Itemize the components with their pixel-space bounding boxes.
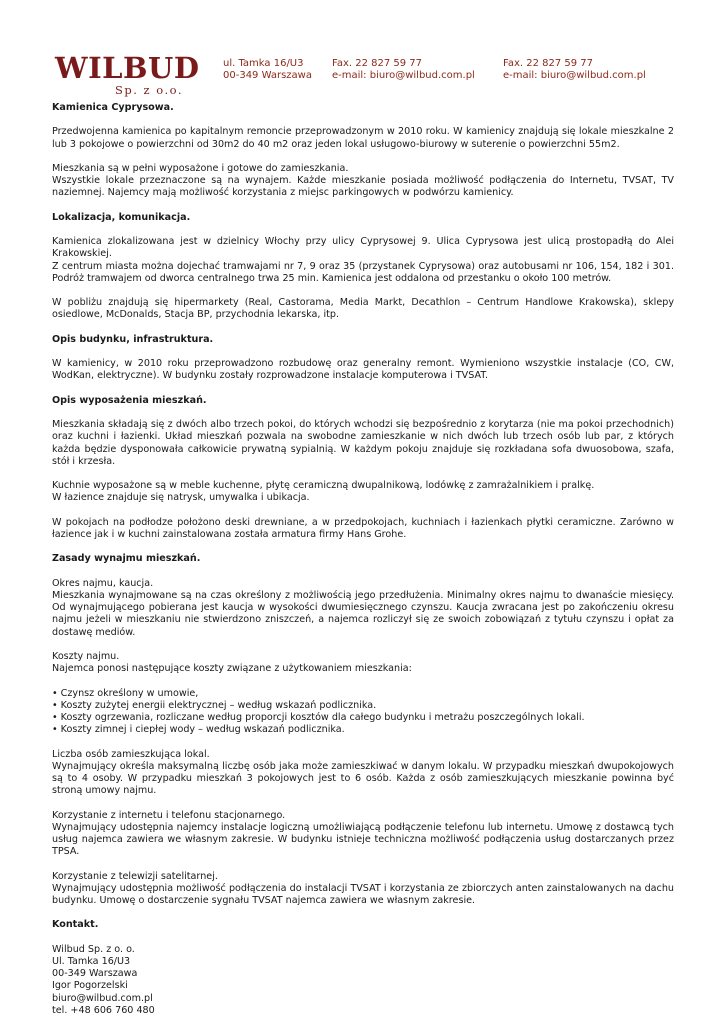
address-street: ul. Tamka 16/U3 [223,58,304,69]
email-2: e-mail: biuro@wilbud.com.pl [503,70,646,81]
fax-2: Fax. 22 827 59 77 [503,58,594,69]
contact-line: Wilbud Sp. z o. o. [52,943,135,955]
paragraph: W łazience znajduje się natrysk, umywalka i ubikacja. [52,492,310,504]
paragraph: W pobliżu znajdują się hipermarkety (Real, Castorama, Media Markt, Decathlon – Centrum Handlowe Krakowska), sklepy osiedlowe, McDonalds, Stacja BP, przychodnia lekarska, itp. [52,297,674,321]
logo-name: WILBUD [55,51,200,85]
contact-line: Igor Pogorzelski [52,980,128,992]
list-item: • Czynsz określony w umowie, [52,688,674,700]
contact-line: 00-349 Warszawa [52,968,138,980]
contact-phone: tel. +48 606 760 480 [52,1004,155,1016]
document-body [52,102,674,1017]
paragraph: Przedwojenna kamienica po kapitalnym remoncie przeprowadzonym w 2010 roku. W kamienicy znajdują się lokale mieszkalne 2 lub 3 pokojowe o powierzchni od 30m2 do 40 m2 oraz jeden lokal usługowo-biurowy w suterenie o powierzchni 55m2. [52,126,674,150]
paragraph: Kamienica zlokalizowana jest w dzielnicy Włochy przy ulicy Cyprysowej 9. Ulica Cyprysowa jest ulicą prostopadłą do Alei Krakowskiej. [52,236,674,260]
section-heading-zasady: Zasady wynajmu mieszkań. [52,553,201,565]
paragraph: Mieszkania są w pełni wyposażone i gotowe do zamieszkania. [52,162,349,174]
paragraph: Wszystkie lokale przeznaczone są na wynajem. Każde mieszkanie posiada możliwość podłączenia do Internetu, TVSAT, TV naziemnej. Najemcy mają możliwość korzystania z miejsc parkingowych w podwórzu kamienicy. [52,175,674,199]
paragraph: W pokojach na podłodze położono deski drewniane, a w przedpokojach, kuchniach i łazienkach płytki ceramiczne. Zarówno w łazience jak i w kuchni zainstalowana została armatura firmy Hans Grohe. [52,516,674,540]
paragraph: Mieszkania wynajmowane są na czas określony z możliwością jego przedłużenia. Minimalny okres najmu to dwanaście miesięcy. Od wynajmującego pobierana jest kaucja w wysokości dwumiesięcznego czynszu. Kaucja zwracana jest po zakończeniu okresu najmu jeżeli w mieszkaniu nie stwierdzono zniszczeń, a najemca rozliczył się ze swoich zobowiązań z tytułu czynszu i opłat za dostawę mediów. [52,589,674,638]
subheading-okres: Okres najmu, kaucja. [52,577,154,589]
paragraph: Kuchnie wyposażone są w meble kuchenne, płytę ceramiczną dwupalnikową, lodówkę z zamrażalnikiem i pralkę. [52,480,595,492]
list-item: • Koszty ogrzewania, rozliczane według proporcji kosztów dla całego budynku i metrażu poszczególnych lokali. [52,712,674,724]
subheading-liczba-osob: Liczba osób zamieszkująca lokal. [52,748,210,760]
paragraph: Z centrum miasta można dojechać tramwajami nr 7, 9 oraz 35 (przystanek Cyprysowa) oraz autobusami nr 106, 154, 182 i 301. Podróż tramwajem od dworca centralnego trwa 25 min. Kamienica jest oddalona od przestanku o około 100 metrów. [52,260,674,284]
letterhead [0,0,725,100]
subheading-koszty: Koszty najmu. [52,650,120,662]
section-heading-opis-budynku: Opis budynku, infrastruktura. [52,333,214,345]
header-address [223,58,312,82]
section-heading-kamienica: Kamienica Cyprysowa. [52,102,174,113]
logo-subtitle: Sp. z o.o. [115,83,184,97]
header-contact-2 [503,58,646,82]
list-item: • Koszty zużytej energii elektrycznej – według wskazań podlicznika. [52,700,674,712]
paragraph: Wynajmujący udostępnia najemcy instalacje logiczną umożliwiającą podłączenie telefonu lub internetu. Umowę z dostawcą tych usług najemca zawiera we własnym zakresie. W budynku istnieje techniczna możliwość podłączenia usług dostarczanych przez TPSA. [52,821,674,858]
header-contact-1 [332,58,475,82]
section-heading-wyposazenie: Opis wyposażenia mieszkań. [52,394,207,406]
subheading-internet: Korzystanie z internetu i telefonu stacjonarnego. [52,809,286,821]
section-heading-lokalizacja: Lokalizacja, komunikacja. [52,211,191,223]
paragraph: W kamienicy, w 2010 roku przeprowadzono rozbudowę oraz generalny remont. Wymieniono wszystkie instalacje (CO, CW, WodKan, elektryczne). W budynku zostały rozprowadzone instalacje komputerowa i TVSAT. [52,358,674,382]
section-heading-kontakt: Kontakt. [52,919,99,931]
contact-line: Ul. Tamka 16/U3 [52,955,131,967]
paragraph: Mieszkania składają się z dwóch albo trzech pokoi, do których wchodzi się bezpośrednio z korytarza (nie ma pokoi przechodnich) oraz kuchni i łazienki. Układ mieszkań pozwala na swobodne zamieszkanie w nich dwóch lub trzech osób lub par, z których każda będzie dysponowała całkowicie prywatną sypialnią. W każdym pokoju znajduje się rozkładana sofa dwuosobowa, szafa, stół i krzesła. [52,419,674,467]
fax-1: Fax. 22 827 59 77 [332,58,423,69]
paragraph: Najemca ponosi następujące koszty związane z użytkowaniem mieszkania: [52,663,412,675]
contact-email[interactable]: biuro@wilbud.com.pl [52,992,153,1004]
email-1: e-mail: biuro@wilbud.com.pl [332,70,475,81]
paragraph: Wynajmujący określa maksymalną liczbę osób jaka może zamieszkiwać w danym lokalu. W przypadku mieszkań dwupokojowych są to 4 osoby. W przypadku mieszkań 3 pokojowych jest to 6 osób. Każda z osób zamieszkujących mieszkanie powinna być stroną umowy najmu. [52,760,674,797]
address-city: 00-349 Warszawa [223,70,312,81]
paragraph: Wynajmujący udostępnia możliwość podłączenia do instalacji TVSAT i korzystania ze zbiorczych anten zainstalowanych na dachu budynku. Umowę o dostarczenie sygnału TVSAT najemca zawiera we własnym zakresie. [52,882,674,906]
list-item: • Koszty zimnej i ciepłej wody – według wskazań podlicznika. [52,724,674,736]
wilbud-logo [55,51,200,98]
subheading-tv: Korzystanie z telewizji satelitarnej. [52,870,218,882]
